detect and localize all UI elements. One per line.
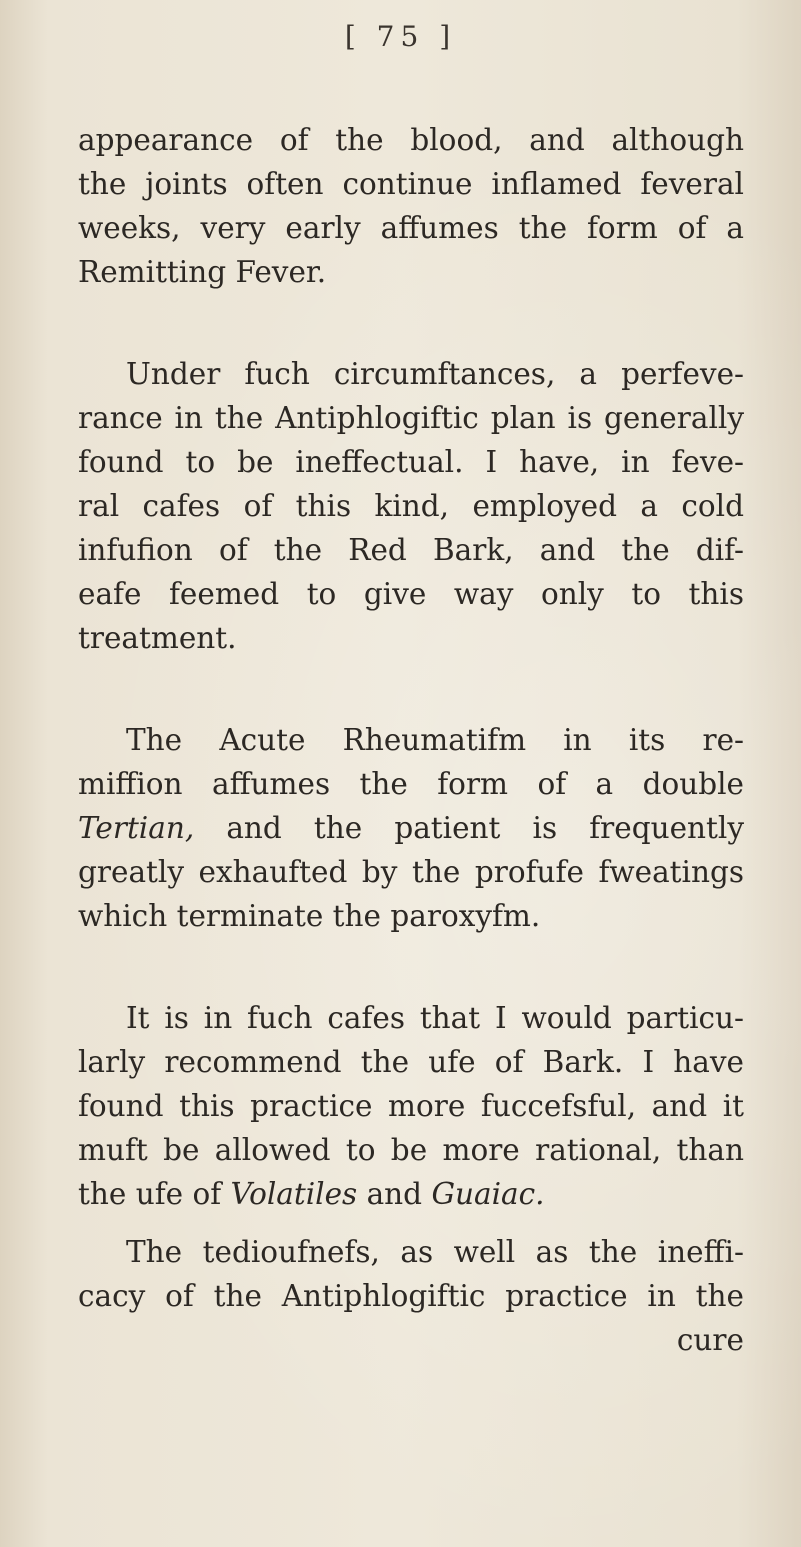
text-line: larly recommend the ufe of Bark. I have (78, 1045, 744, 1079)
text-line: The Acute Rheumatifm in its re- (126, 723, 744, 757)
text-line: The tedioufnefs, as well as the ineffi- (126, 1235, 744, 1269)
text-line: eafe feemed to give way only to this (78, 577, 744, 611)
italic-word: Tertian, (78, 811, 195, 845)
text-line: the joints often continue inflamed feveral (78, 167, 744, 201)
text-line: greatly exhaufted by the profufe fweatings (78, 855, 744, 889)
text-line: which terminate the paroxyfm. (78, 899, 541, 933)
paragraph-5 (78, 1230, 744, 1362)
text-line: It is in fuch cafes that I would particu- (126, 1001, 744, 1035)
text-line: ral cafes of this kind, employed a cold (78, 489, 744, 523)
italic-word: Guaiac. (431, 1177, 545, 1211)
text-run: and (357, 1177, 432, 1211)
text-line: cacy of the Antiphlogiftic practice in the (78, 1279, 744, 1313)
text-line: infufion of the Red Bark, and the dif- (78, 533, 744, 567)
paragraph-4 (78, 996, 744, 1216)
text-line: found to be ineffectual. I have, in feve- (78, 445, 744, 479)
paragraph-3 (78, 718, 744, 938)
catchword: cure (676, 1323, 744, 1357)
text-line: Remitting Fever. (78, 255, 327, 289)
text-line: treatment. (78, 621, 237, 655)
text-line: weeks, very early affumes the form of a (78, 211, 744, 245)
text-line: Under fuch circumftances, a perfeve- (126, 357, 744, 391)
page-number: [ 75 ] (344, 20, 457, 53)
text-run: the ufe of (78, 1177, 231, 1211)
paragraph-2 (78, 352, 744, 660)
text-run: and the patient is frequently (194, 811, 744, 845)
text-line: muft be allowed to be more rational, than (78, 1133, 744, 1167)
text-line: miffion affumes the form of a double (78, 767, 744, 801)
text-line: appearance of the blood, and although (78, 123, 744, 157)
italic-word: Volatiles (230, 1177, 358, 1211)
text-line: found this practice more fuccefsful, and it (78, 1089, 744, 1123)
text-line (78, 806, 744, 850)
text-line (78, 1172, 744, 1216)
paragraph-1 (78, 118, 744, 294)
text-line: rance in the Antiphlogiftic plan is generally (78, 401, 744, 435)
